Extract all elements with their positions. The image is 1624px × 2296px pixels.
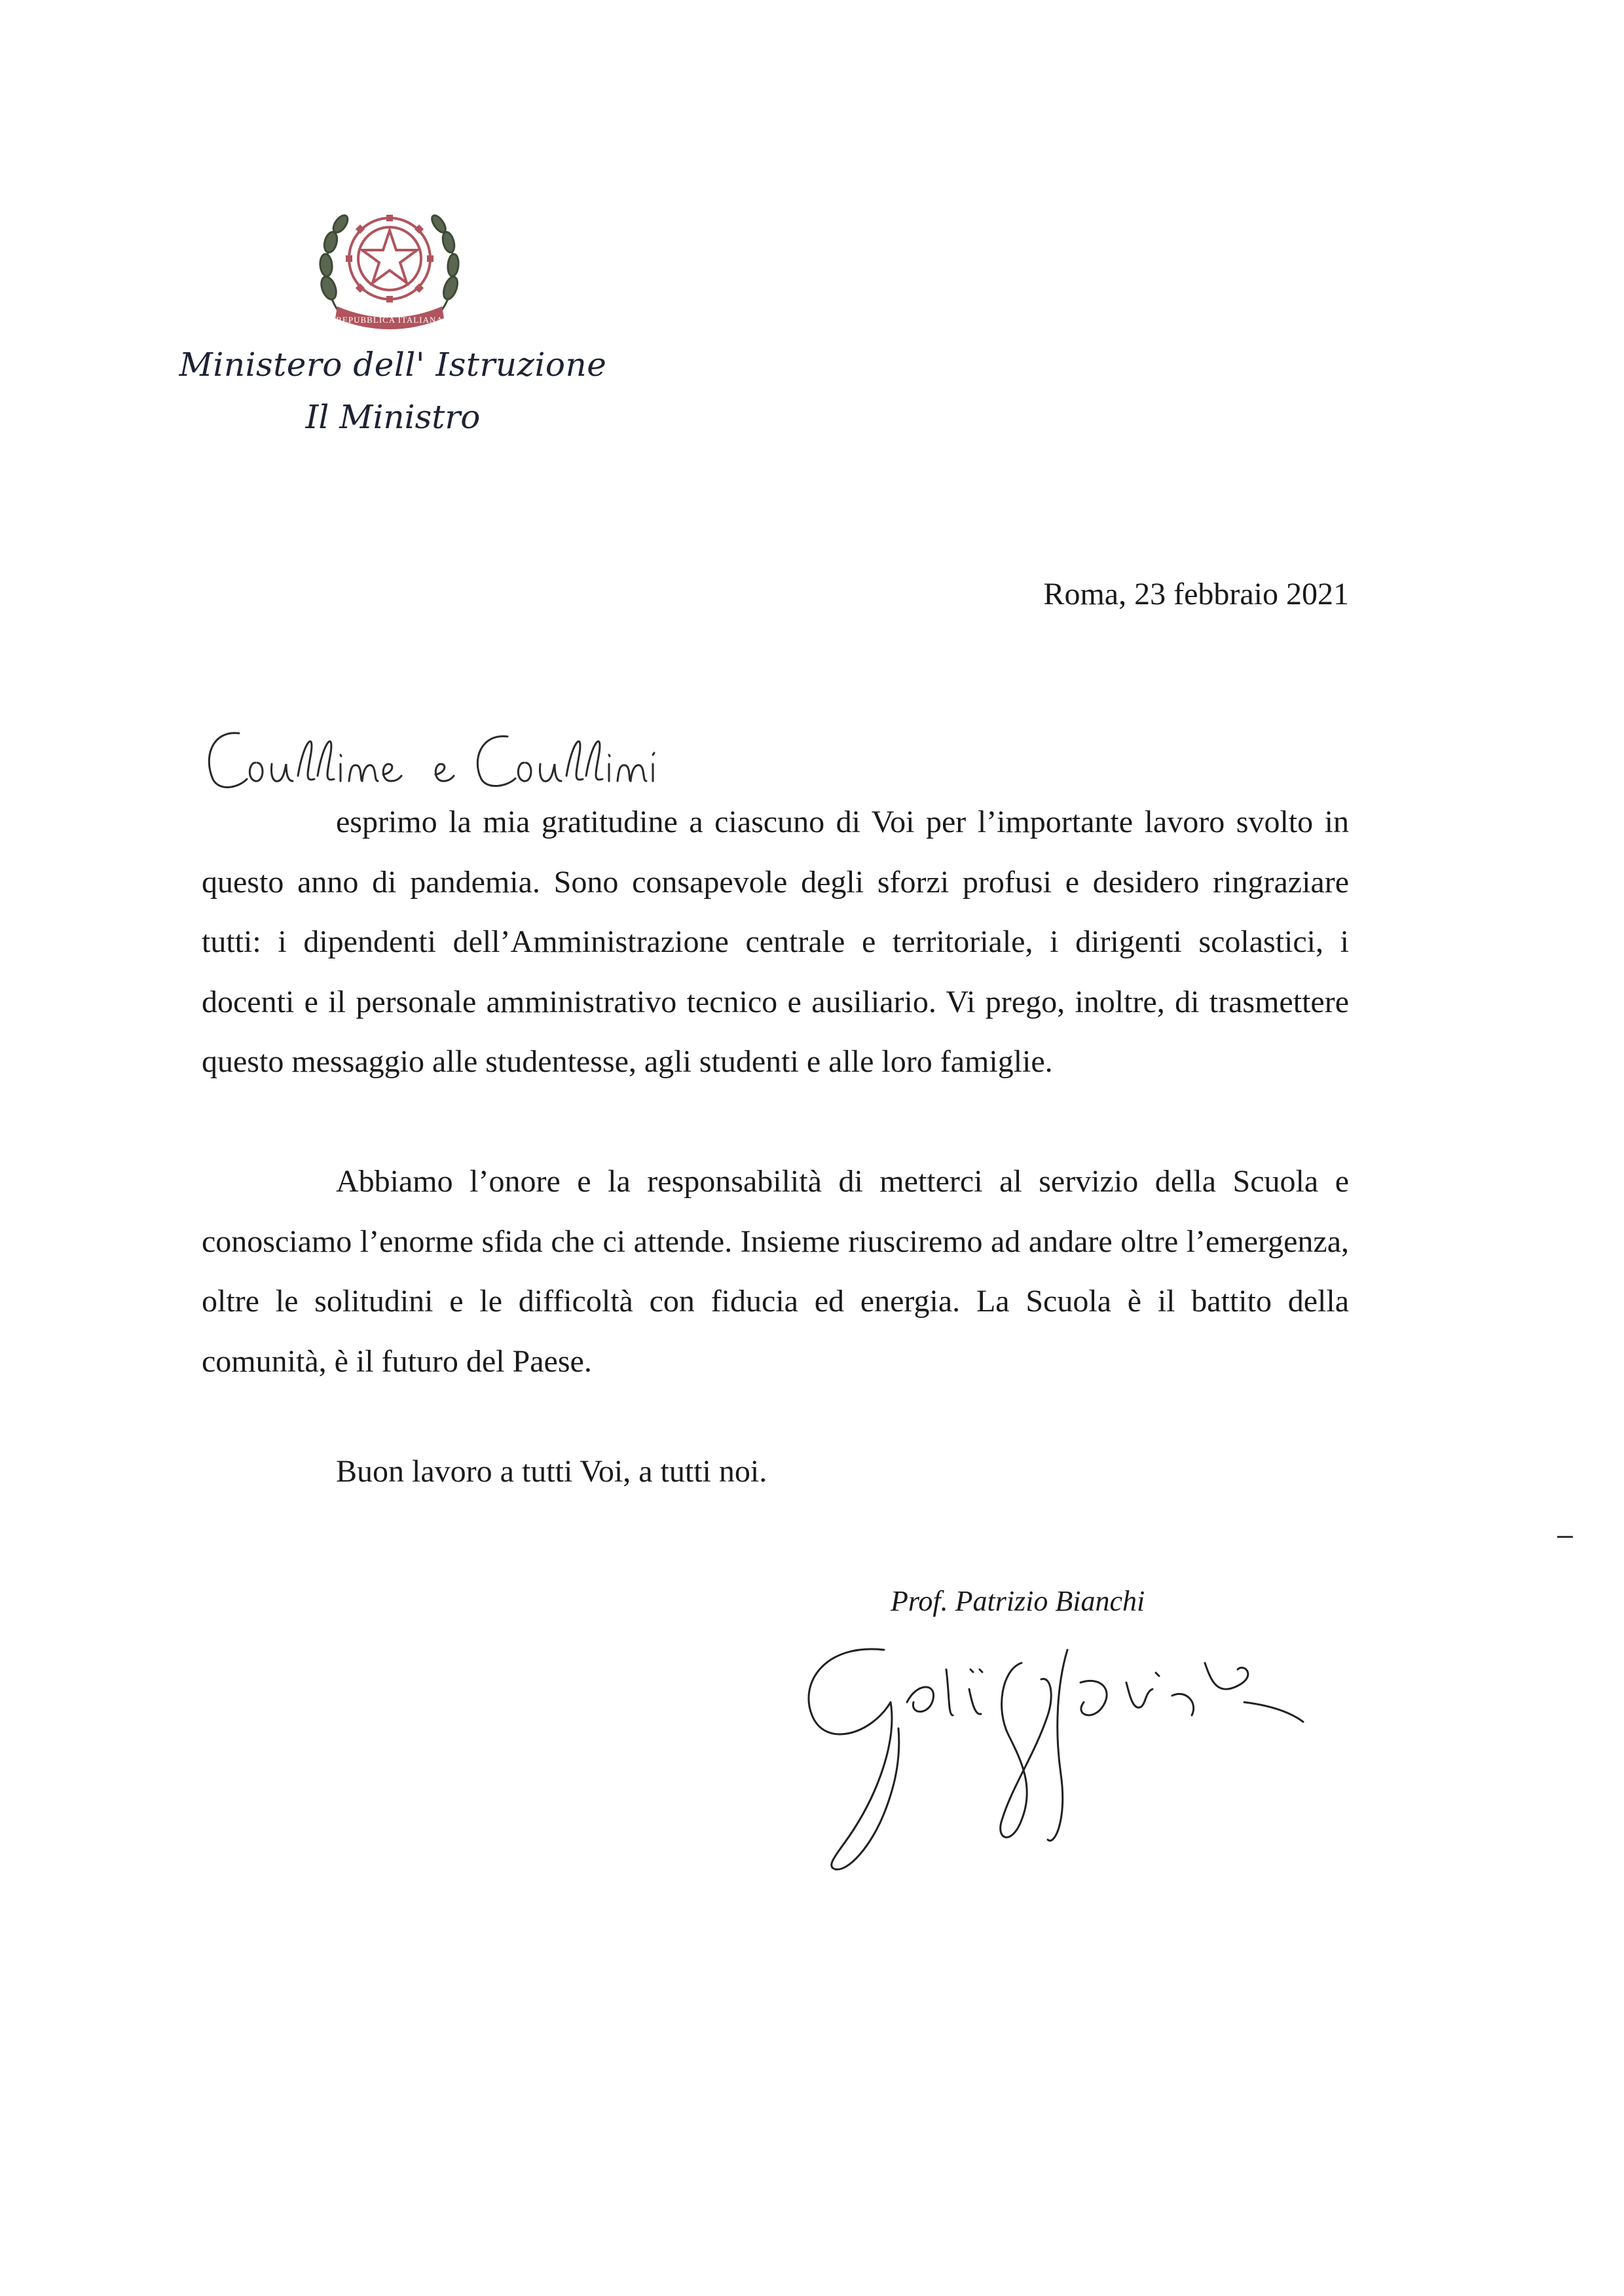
body-paragraph: Abbiamo l’onore e la responsabilità di metterci al servizio della Scuola e conosciamo l’enorme sfida che ci attende. Insieme riusciremo ad andare oltre l’emergenza, oltre le solitudini e le difficoltà con fiducia ed energia. La Scuola è il battito della comunità, è il futuro del Paese. [202,1163,1349,1379]
svg-text:REPUBBLICA ITALIANA: REPUBBLICA ITALIANA [336,315,443,325]
scan-edge-mark [1557,1536,1573,1538]
signer-name: Prof. Patrizio Bianchi [891,1585,1145,1617]
letterhead [164,346,622,436]
italian-republic-emblem-icon [314,190,465,334]
date-line: Roma, 23 febbraio 2021 [1043,577,1349,611]
closing-line: Buon lavoro a tutti Voi, a tutti noi. [336,1454,767,1489]
handwritten-signature-icon [786,1624,1349,1886]
body-paragraph: esprimo la mia gratitudine a ciascuno di Voi per l’importante lavoro svolto in questo anno di pandemia. Sono consapevole degli sforzi profusi e desidero ringraziare tutti: i dipendenti dell’Amministrazione centrale e territoriale, i dirigenti scolastici, i docenti e il personale amministrativo tecnico e ausiliario. Vi prego, inoltre, di trasmettere questo messaggio alle studentesse, agli studenti e alle loro famiglie. [202,805,1349,1080]
office-title: Il Ministro [305,398,481,436]
letter-body [202,792,1349,1391]
handwritten-salutation [200,717,737,802]
ministry-name: Ministero dell' Istruzione [179,346,607,384]
